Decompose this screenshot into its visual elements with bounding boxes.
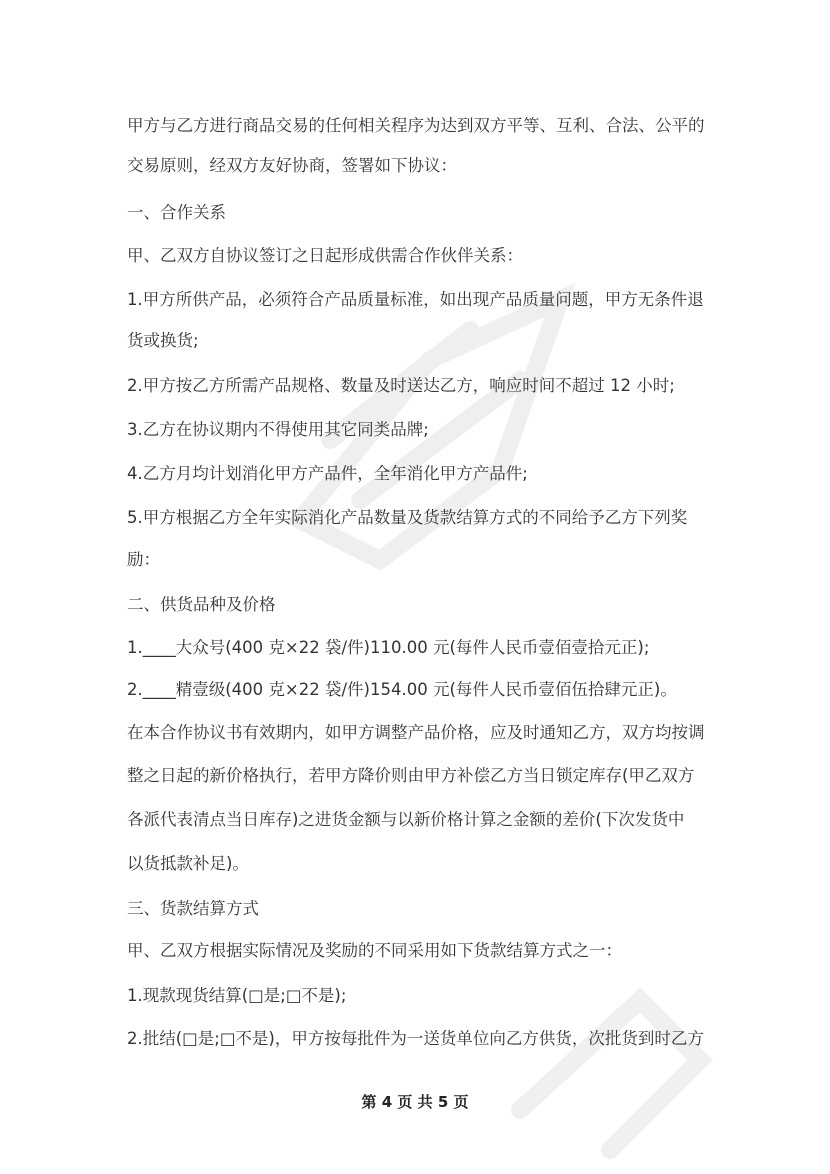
paragraph-line: 各派代表清点当日库存)之进货金额与以新价格计算之金额的差价(下次发货中	[127, 810, 685, 829]
paragraph-line: 货或换货;	[127, 331, 199, 350]
paragraph-line: 甲、乙双方自协议签订之日起形成供需合作伙伴关系：	[127, 246, 523, 265]
paragraph-line: 甲方与乙方进行商品交易的任何相关程序为达到双方平等、互利、合法、公平的	[127, 116, 705, 135]
section-heading: 三、货款结算方式	[127, 899, 259, 918]
section-heading: 二、供货品种及价格	[127, 595, 276, 614]
page-number-footer: 第 4 页 共 5 页	[361, 1093, 469, 1111]
paragraph-line: 励：	[127, 550, 160, 569]
list-item: 4.乙方月均计划消化甲方产品件，全年消化甲方产品件;	[127, 464, 528, 483]
paragraph-line: 交易原则，经双方友好协商，签署如下协议：	[127, 156, 457, 175]
list-item: 2.甲方按乙方所需产品规格、数量及时送达乙方，响应时间不超过 12 小时;	[127, 376, 675, 395]
list-item: 1.现款现货结算(□是;□不是);	[127, 986, 347, 1005]
list-item: 2.____精壹级(400 克×22 袋/件)154.00 元(每件人民币壹佰伍拾肆元正)。	[127, 680, 677, 699]
list-item: 2.批结(□是;□不是)，甲方按每批件为一送货单位向乙方供货，次批货到时乙方	[127, 1029, 704, 1048]
list-item: 5.甲方根据乙方全年实际消化产品数量及货款结算方式的不同给予乙方下列奖	[127, 508, 688, 527]
list-item: 1.____大众号(400 克×22 袋/件)110.00 元(每件人民币壹佰壹拾元正);	[127, 638, 650, 657]
list-item: 1.甲方所供产品，必须符合产品质量标准，如出现产品质量问题，甲方无条件退	[127, 290, 704, 309]
paragraph-line: 整之日起的新价格执行，若甲方降价则由甲方补偿乙方当日锁定库存(甲乙双方	[127, 766, 695, 785]
paragraph-line: 甲、乙双方根据实际情况及奖励的不同采用如下货款结算方式之一：	[127, 941, 622, 960]
list-item: 3.乙方在协议期内不得使用其它同类品牌;	[127, 420, 429, 439]
section-heading: 一、合作关系	[127, 203, 226, 222]
paragraph-line: 在本合作协议书有效期内，如甲方调整产品价格，应及时通知乙方，双方均按调	[127, 723, 705, 742]
paragraph-line: 以货抵款补足)。	[127, 854, 249, 873]
